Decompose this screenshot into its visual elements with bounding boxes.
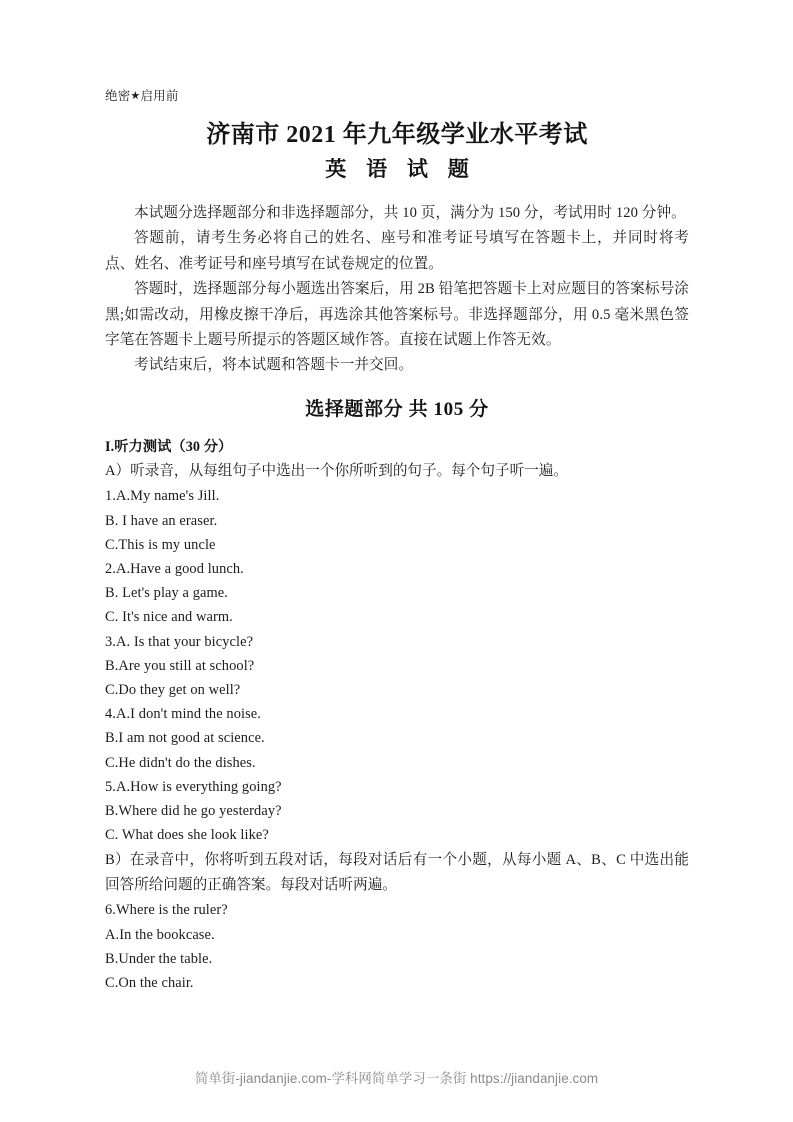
- list-item: 1.A.My name's Jill.: [105, 488, 220, 505]
- list-item: A.In the bookcase.: [105, 926, 215, 943]
- confidential-label: 绝密: [105, 89, 131, 103]
- list-item: 3.A. Is that your bicycle?: [105, 633, 254, 650]
- list-item: B.Under the table.: [105, 950, 213, 967]
- list-item: 5.A.How is everything going?: [105, 778, 282, 795]
- confidential-notice: [105, 88, 689, 105]
- list-item: C.On the chair.: [105, 974, 194, 991]
- star-icon: ★: [130, 90, 141, 102]
- list-item: B.Where did he go yesterday?: [105, 803, 282, 820]
- listening-instruction-b: B）在录音中，你将听到五段对话，每段对话后有一个小题，从每小题 A、B、C 中选出能回答所给问题的正确答案。每段对话听两遍。: [105, 851, 689, 893]
- list-item: B. Let's play a game.: [105, 585, 228, 602]
- list-item: C.This is my uncle: [105, 536, 216, 553]
- instruction-paragraph-2: 答题前，请考生务必将自己的姓名、座号和准考证号填写在答题卡上，并同时将考点、姓名、准考证号和座号填写在试卷规定的位置。: [105, 230, 689, 272]
- page-title: 济南市 2021 年九年级学业水平考试: [206, 122, 588, 148]
- list-item: 2.A.Have a good lunch.: [105, 561, 244, 578]
- section-heading-multiple-choice: 选择题部分 共 105 分: [305, 398, 489, 420]
- list-item: B. I have an eraser.: [105, 512, 218, 529]
- list-item: C.He didn't do the dishes.: [105, 754, 256, 771]
- list-item: 6.Where is the ruler?: [105, 902, 228, 919]
- footer-watermark: 简单街-jiandanjie.com-学科网简单学习一条街 https://jiandanjie.com: [194, 1071, 599, 1086]
- list-item: 4.A.I don't mind the noise.: [105, 706, 261, 723]
- confidential-suffix: 启用前: [140, 89, 179, 103]
- instruction-paragraph-1: 本试题分选择题部分和非选择题部分，共 10 页，满分为 150 分，考试用时 120 分钟。: [134, 205, 686, 221]
- instruction-paragraph-4: 考试结束后，将本试题和答题卡一并交回。: [134, 357, 414, 374]
- listening-instruction-a: A）听录音，从每组句子中选出一个你所听到的句子。每个句子听一遍。: [105, 463, 568, 480]
- list-item: C.Do they get on well?: [105, 682, 241, 699]
- part-title-listening: I.听力测试（30 分）: [105, 438, 233, 455]
- page-subtitle: 英 语 试 题: [325, 158, 476, 181]
- list-item: C. What does she look like?: [105, 827, 269, 844]
- list-item: B.Are you still at school?: [105, 657, 255, 674]
- list-item: C. It's nice and warm.: [105, 609, 233, 626]
- instruction-paragraph-3: 答题时，选择题部分每小题选出答案后，用 2B 铅笔把答题卡上对应题目的答案标号涂黑;如需改动，用橡皮擦干净后，再选涂其他答案标号。非选择题部分，用 0.5 毫米黑色签字笔在答题卡上题号所提示的答题区域作答。直接在试题上作答无效。: [105, 281, 689, 349]
- document-content: [105, 88, 689, 995]
- list-item: B.I am not good at science.: [105, 730, 265, 747]
